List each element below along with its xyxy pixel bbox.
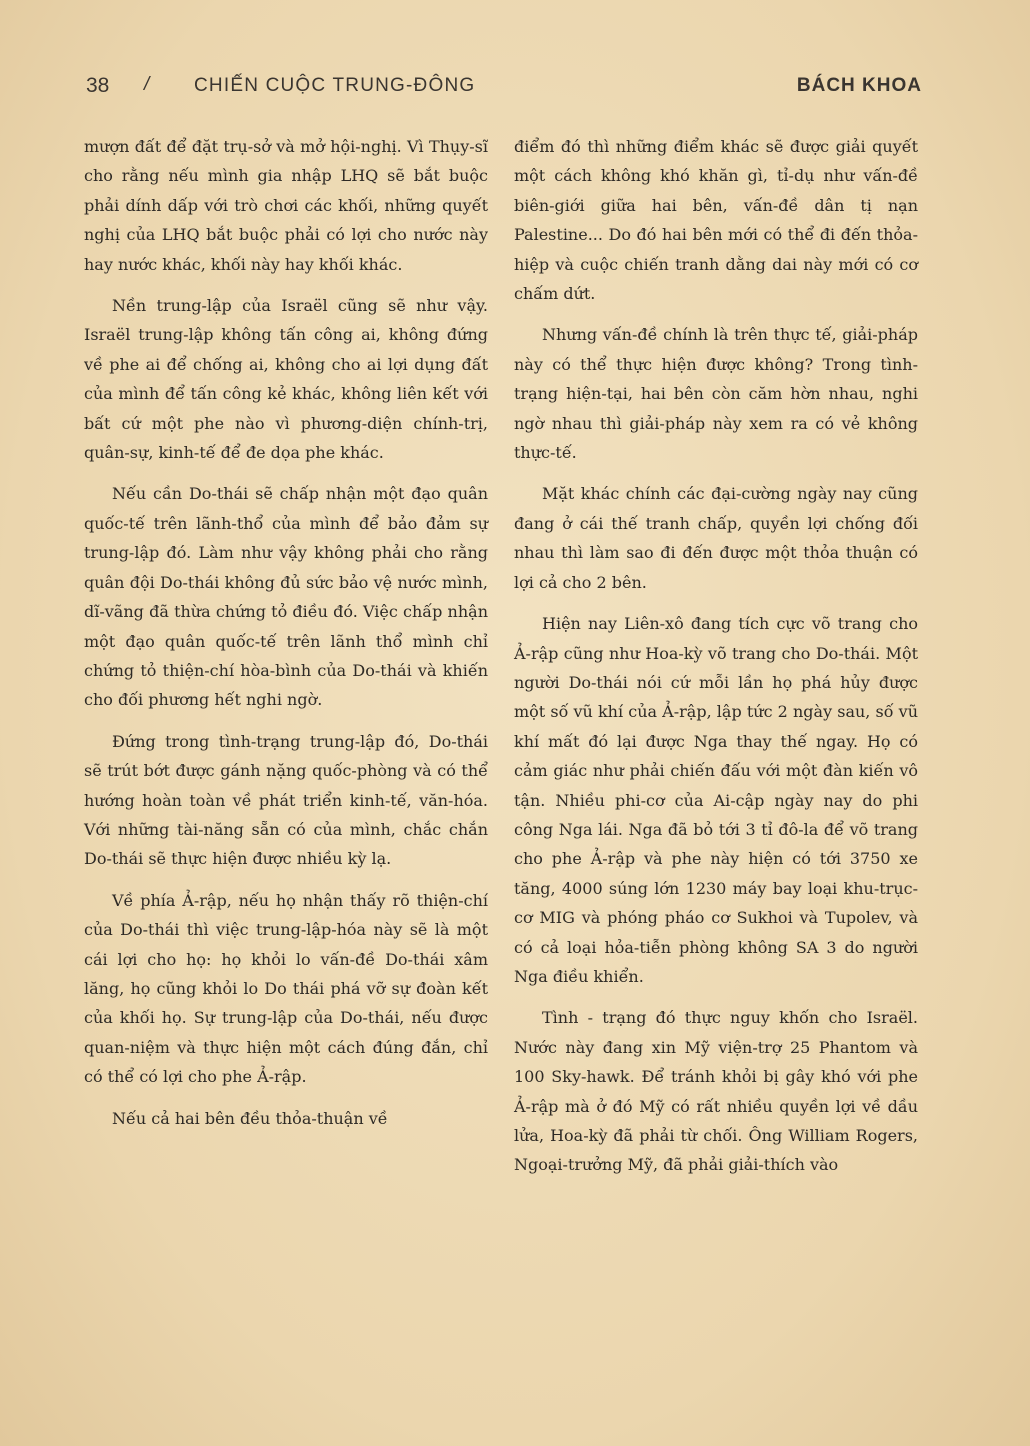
left-column [84,132,488,1362]
running-title: CHIẾN CUỘC TRUNG-ĐÔNG [194,75,476,96]
paragraph: Hiện nay Liên-xô đang tích cực võ trang cho Ả-rập cũng như Hoa-kỳ võ trang cho Do-thái. Một người Do-thái nói cứ mỗi lần họ phá hủy được một số vũ khí của Ả-rập, lập tức 2 ngày sau, số vũ khí mất đó lại được Nga thay thế ngay. Họ có cảm giác như phải chiến đấu với một đàn kiến vô tận. Nhiều phi-cơ của Ai-cập ngày nay do phi công Nga lái. Nga đã bỏ tới 3 tỉ đô-la để võ trang cho phe Ả-rập và phe này hiện có tới 3750 xe tăng, 4000 súng lớn 1230 máy bay loại khu-trục-cơ MIG và phóng pháo cơ Sukhoi và Tupolev, và có cả loại hỏa-tiễn phòng không SA 3 do người Nga điều khiển. [514,614,918,986]
paragraph: Nếu cả hai bên đều thỏa-thuận về [112,1108,388,1128]
paragraph: Tình - trạng đó thực nguy khốn cho Israël. Nước này đang xin Mỹ viện-trợ 25 Phantom và 100 Sky-hawk. Để tránh khỏi bị gây khó với phe Ả-rập mà ở đó Mỹ có rất nhiều quyền lợi về dầu lửa, Hoa-kỳ đã phải từ chối. Ông William Rogers, Ngoại-trưởng Mỹ, đã phải giải-thích vào [514,1008,918,1175]
right-column [514,132,918,1362]
paragraph: Nếu cần Do-thái sẽ chấp nhận một đạo quân quốc-tế trên lãnh-thổ của mình để bảo đảm sự trung-lập đó. Làm như vậy không phải cho rằng quân đội Do-thái không đủ sức bảo vệ nước mình, dĩ-vãng đã thừa chứng tỏ điều đó. Việc chấp nhận một đạo quân quốc-tế trên lãnh thổ mình chỉ chứng tỏ thiện-chí hòa-bình của Do-thái và khiến cho đối phương hết nghi ngờ. [84,484,488,710]
paragraph: Nền trung-lập của Israël cũng sẽ như vậy. Israël trung-lập không tấn công ai, không đứng về phe ai để chống ai, không cho ai lợi dụng đất của mình để tấn công kẻ khác, không liên kết với bất cứ một phe nào vì phương-diện chính-trị, quân-sự, kinh-tế để đe dọa phe khác. [84,296,488,463]
page-number: 38 [86,74,110,97]
paragraph: Mặt khác chính các đại-cường ngày nay cũng đang ở cái thế tranh chấp, quyền lợi chống đối nhau thì làm sao đi đến được một thỏa thuận có lợi cả cho 2 bên. [514,484,918,592]
paragraph: Nhưng vấn-đề chính là trên thực tế, giải-pháp này có thể thực hiện được không? Trong tình-trạng hiện-tại, hai bên còn căm hờn nhau, nghi ngờ nhau thì giải-pháp này xem ra có vẻ không thực-tế. [514,325,918,463]
paragraph: Đứng trong tình-trạng trung-lập đó, Do-thái sẽ trút bớt được gánh nặng quốc-phòng và có thể hướng hoàn toàn về phát triển kinh-tế, văn-hóa. Với những tài-năng sẵn có của mình, chắc chắn Do-thái sẽ thực hiện được nhiều kỳ lạ. [84,731,488,869]
paragraph: Về phía Ả-rập, nếu họ nhận thấy rõ thiện-chí của Do-thái thì việc trung-lập-hóa này sẽ là một cái lợi cho họ: họ khỏi lo vấn-đề Do-thái xâm lăng, họ cũng khỏi lo Do thái phá vỡ sự đoàn kết của khối họ. Sự trung-lập của Do-thái, nếu được quan-niệm và thực hiện một cách đúng đắn, chỉ có thể có lợi cho phe Ả-rập. [84,890,488,1087]
magazine-name: BÁCH KHOA [796,75,922,96]
header-separator: / [144,74,150,95]
page-header [86,72,922,106]
paragraph: điểm đó thì những điểm khác sẽ được giải quyết một cách không khó khăn gì, tỉ-dụ như vấn-đề biên-giới giữa hai bên, vấn-đề dân tị nạn Palestine... Do đó hai bên mới có thể đi đến thỏa-hiệp và cuộc chiến tranh dằng dai này mới có cơ chấm dứt. [514,137,918,304]
paragraph: mượn đất để đặt trụ-sở và mở hội-nghị. Vì Thụy-sĩ cho rằng nếu mình gia nhập LHQ sẽ bắt buộc phải dính dấp với trò chơi các khối, những quyết nghị của LHQ bắt buộc phải có lợi cho nước này hay nước khác, khối này hay khối khác. [84,137,488,274]
